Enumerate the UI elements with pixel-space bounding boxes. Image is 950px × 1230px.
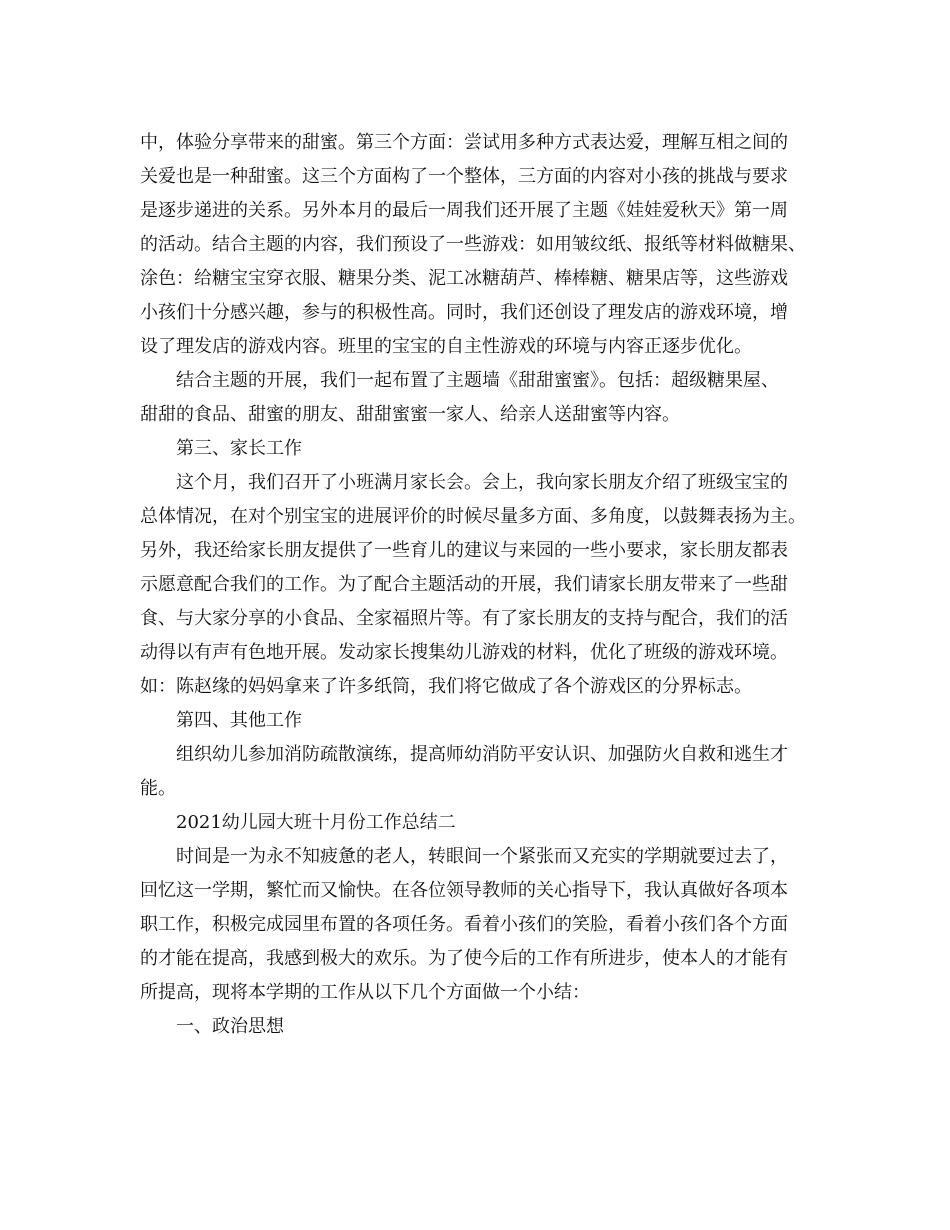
text-line: 时间是一为永不知疲惫的老人，转眼间一个紧张而又充实的学期就要过去了， [176,846,788,867]
text-line: 示愿意配合我们的工作。为了配合主题活动的开展，我们请家长朋友带来了一些甜 [140,574,788,595]
text-line: 第四、其他工作 [176,710,302,731]
text-line: 中，体验分享带来的甜蜜。第三个方面：尝试用多种方式表达爱，理解互相之间的 [140,132,788,153]
text-line: 的才能在提高，我感到极大的欢乐。为了使今后的工作有所进步，使本人的才能有 [140,948,788,969]
document-body [140,126,820,1044]
text-line: 结合主题的开展，我们一起布置了主题墙《甜甜蜜蜜》。包括：超级糖果屋、 [176,370,779,391]
text-line: 第三、家长工作 [176,438,302,459]
text-line: 能。 [140,778,176,799]
text-line: 一、政治思想 [176,1016,284,1037]
text-line: 如：陈赵缘的妈妈拿来了许多纸筒，我们将它做成了各个游戏区的分界标志。 [140,676,752,697]
text-line: 组织幼儿参加消防疏散演练，提高师幼消防平安认识、加强防火自救和逃生才 [176,744,788,765]
text-line: 小孩们十分感兴趣，参与的积极性高。同时，我们还创设了理发店的游戏环境，增 [140,302,788,323]
text-line: 回忆这一学期，繁忙而又愉快。在各位领导教师的关心指导下，我认真做好各项本 [140,880,788,901]
text-line: 食、与大家分享的小食品、全家福照片等。有了家长朋友的支持与配合，我们的活 [140,608,788,629]
text-line: 这个月，我们召开了小班满月家长会。会上，我向家长朋友介绍了班级宝宝的 [176,472,788,493]
text-line: 另外，我还给家长朋友提供了一些育儿的建议与来园的一些小要求，家长朋友都表 [140,540,788,561]
text-line: 甜甜的食品、甜蜜的朋友、甜甜蜜蜜一家人、给亲人送甜蜜等内容。 [140,404,680,425]
text-line: 设了理发店的游戏内容。班里的宝宝的自主性游戏的环境与内容正逐步优化。 [140,336,752,357]
text-line: 的活动。结合主题的内容，我们预设了一些游戏：如用皱纹纸、报纸等材料做糖果、 [140,234,806,255]
text-line: 2021幼儿园大班十月份工作总结二 [176,812,456,833]
text-line: 所提高，现将本学期的工作从以下几个方面做一个小结： [140,982,590,1003]
text-line: 总体情况，在对个别宝宝的进展评价的时候尽量多方面、多角度，以鼓舞表扬为主。 [140,506,806,527]
text-line: 职工作，积极完成园里布置的各项任务。看着小孩们的笑脸，看着小孩们各个方面 [140,914,788,935]
text-line: 涂色：给糖宝宝穿衣服、糖果分类、泥工冰糖葫芦、棒棒糖、糖果店等，这些游戏 [140,268,788,289]
text-line: 动得以有声有色地开展。发动家长搜集幼儿游戏的材料，优化了班级的游戏环境。 [140,642,788,663]
text-line: 是逐步递进的关系。另外本月的最后一周我们还开展了主题《娃娃爱秋天》第一周 [140,200,788,221]
text-line: 关爱也是一种甜蜜。这三个方面构了一个整体，三方面的内容对小孩的挑战与要求 [140,166,788,187]
